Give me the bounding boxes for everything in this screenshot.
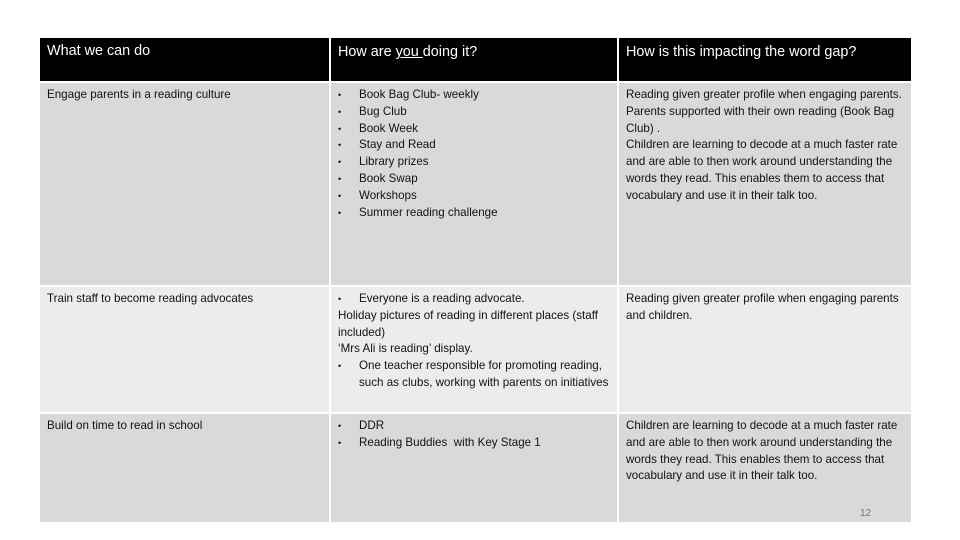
list-item: • Book Week bbox=[338, 121, 611, 138]
header-col3-text: How is this impacting the word gap? bbox=[626, 44, 857, 60]
header-how-are-you-doing-it bbox=[329, 38, 619, 81]
row2-method-text: Holiday pictures of reading in different places (staff included) ‘Mrs Ali is reading’ display. bbox=[338, 308, 598, 356]
header-col1-text: What we can do bbox=[47, 43, 151, 59]
row3-methods-cell bbox=[329, 414, 619, 522]
row2-method-bullet-1: • Everyone is a reading advocate. bbox=[338, 291, 611, 308]
row2-method-bullet-2: • One teacher responsible for promoting reading, such as clubs, working with parents on initiatives bbox=[338, 358, 611, 392]
list-item: • Stay and Read bbox=[338, 137, 611, 154]
header-col2-post: doing it? bbox=[422, 44, 478, 60]
row1-action-cell bbox=[40, 83, 329, 285]
row2-methods-cell bbox=[329, 287, 619, 412]
page-number: 12 bbox=[860, 508, 872, 519]
row2-action: Train staff to become reading advocates bbox=[47, 292, 254, 305]
row1-methods-cell bbox=[329, 83, 619, 285]
row1-impact: Reading given greater profile when engaging parents. Parents supported with their own reading (Book Bag Club) . Children are learning to decode at a much faster rate and are able to then work around understanding the words they read. This enables them to access that vocabulary and use it in their talk too. bbox=[626, 88, 902, 202]
list-item: • Bug Club bbox=[338, 104, 611, 121]
row3-impact: Children are learning to decode at a much faster rate and are able to then work around understanding the words they read. This enables them to access that vocabulary and use it in their talk too. bbox=[626, 419, 898, 483]
row3-action-cell bbox=[40, 414, 329, 522]
row3-methods-list bbox=[338, 418, 611, 452]
row3-impact-cell bbox=[619, 414, 911, 522]
row1-impact-cell bbox=[619, 83, 911, 285]
list-item: • Reading Buddies with Key Stage 1 bbox=[338, 435, 611, 452]
row1-action: Engage parents in a reading culture bbox=[47, 88, 231, 101]
row2-impact: Reading given greater profile when engaging parents and children. bbox=[626, 292, 899, 322]
row2-action-cell bbox=[40, 287, 329, 412]
list-item: • DDR bbox=[338, 418, 611, 435]
row3-action: Build on time to read in school bbox=[47, 419, 203, 432]
list-item: • Library prizes bbox=[338, 154, 611, 171]
header-impact-word-gap bbox=[619, 38, 911, 81]
header-col2-pre: How are bbox=[338, 44, 396, 60]
header-col2-underlined: you bbox=[395, 44, 423, 60]
row2-impact-cell bbox=[619, 287, 911, 412]
list-item: • Summer reading challenge bbox=[338, 205, 611, 222]
list-item: • Book Swap bbox=[338, 171, 611, 188]
header-what-we-can-do bbox=[40, 38, 329, 81]
list-item: • Workshops bbox=[338, 188, 611, 205]
row1-methods-list bbox=[338, 87, 611, 221]
list-item: • Book Bag Club- weekly bbox=[338, 87, 611, 104]
strategy-table bbox=[40, 38, 911, 522]
